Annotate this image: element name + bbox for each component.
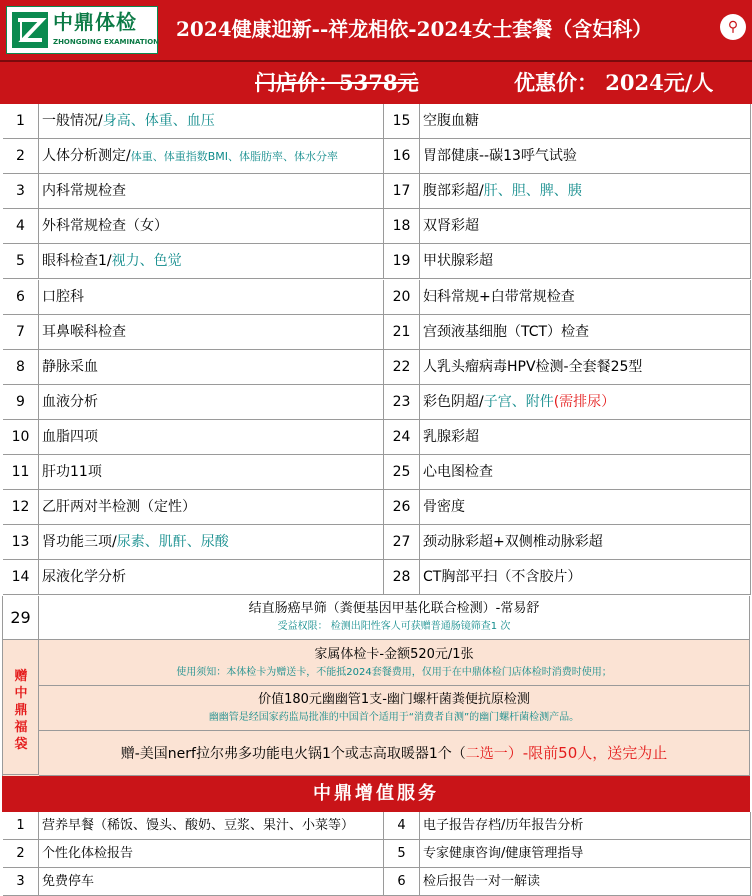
item-detail: 肝、胆、脾、胰 xyxy=(483,183,582,199)
item-name xyxy=(39,139,384,173)
package-title: 2024健康迎新--祥龙相依-2024女士套餐（含妇科） xyxy=(176,17,653,41)
gift-limit-text: ）-限前50人，送完为止 xyxy=(507,744,668,762)
item-number: 6 xyxy=(3,280,39,314)
item-number: 8 xyxy=(3,350,39,384)
item-number: 26 xyxy=(384,490,420,524)
item-label: 尿液化学分析 xyxy=(42,569,126,585)
service-number: 6 xyxy=(384,868,420,895)
item-label: 人乳头瘤病毒HPV检测-全套餐25型 xyxy=(423,359,643,375)
table-row xyxy=(3,139,751,174)
item-name xyxy=(420,455,751,489)
item-detail: 体重、体重指数BMI、体脂肪率、体水分率 xyxy=(130,150,338,163)
service-name: 检后报告一对一解读 xyxy=(420,868,751,895)
item-name xyxy=(420,490,751,524)
logo-english-name: ZHONGDING EXAMINATION xyxy=(53,38,160,46)
item-29-note: 受益权限： 检测出阳性客人可获赠普通肠镜筛查1 次 xyxy=(277,621,511,632)
service-number: 4 xyxy=(384,812,420,839)
table-row xyxy=(3,209,751,244)
table-row xyxy=(3,420,751,455)
item-name xyxy=(420,139,751,173)
header-bar xyxy=(0,0,752,60)
item-name xyxy=(420,420,751,454)
services-header xyxy=(2,776,750,812)
table-row xyxy=(3,525,751,560)
gift-family-card xyxy=(39,640,749,686)
item-label: 肾功能三项/ xyxy=(42,534,117,550)
table-row xyxy=(3,490,751,525)
item-number: 23 xyxy=(384,385,420,419)
item-name xyxy=(39,560,384,594)
item-number: 15 xyxy=(384,104,420,138)
item-number: 12 xyxy=(3,490,39,524)
item-label: 肝功11项 xyxy=(42,464,102,480)
store-price: 门店价：5378元 xyxy=(255,70,419,95)
item-label: 口腔科 xyxy=(42,289,84,305)
item-number: 27 xyxy=(384,525,420,559)
item-label: 胃部健康--碳13呼气试验 xyxy=(423,148,577,164)
item-number: 28 xyxy=(384,560,420,594)
item-name xyxy=(39,525,384,559)
item-name xyxy=(39,280,384,314)
item-number: 9 xyxy=(3,385,39,419)
item-label: 血液分析 xyxy=(42,394,98,410)
service-name: 个性化体检报告 xyxy=(39,840,384,867)
item-label: 一般情况/ xyxy=(42,113,103,129)
item-label: 内科常规检查 xyxy=(42,183,126,199)
item-number: 21 xyxy=(384,315,420,349)
item-number: 5 xyxy=(3,244,39,278)
item-detail: 身高、体重、血压 xyxy=(102,113,215,129)
item-label: 腹部彩超/ xyxy=(423,183,484,199)
item-name xyxy=(39,244,384,278)
item-label: 乙肝两对半检测（定性） xyxy=(42,499,196,515)
discount-price: 优惠价： 2024元/人 xyxy=(514,70,714,95)
service-row xyxy=(3,868,751,896)
table-row xyxy=(3,455,751,490)
link-icon[interactable]: ⚲ xyxy=(720,14,746,40)
table-row xyxy=(3,280,751,315)
item-number: 7 xyxy=(3,315,39,349)
item-name xyxy=(39,420,384,454)
item-number: 3 xyxy=(3,174,39,208)
service-number: 5 xyxy=(384,840,420,867)
service-number: 3 xyxy=(3,868,39,895)
item-number: 11 xyxy=(3,455,39,489)
service-name: 营养早餐（稀饭、馒头、酸奶、豆浆、果汁、小菜等） xyxy=(39,812,384,839)
service-number: 2 xyxy=(3,840,39,867)
item-number: 10 xyxy=(3,420,39,454)
item-name xyxy=(420,560,751,594)
price-bar xyxy=(0,60,752,104)
item-label: 外科常规检查（女） xyxy=(42,218,168,234)
service-row xyxy=(3,840,751,868)
item-number: 14 xyxy=(3,560,39,594)
service-row xyxy=(3,812,751,840)
item-number: 13 xyxy=(3,525,39,559)
item-name xyxy=(39,315,384,349)
table-row xyxy=(3,560,751,595)
zhongding-logo-icon xyxy=(11,11,49,49)
item-name xyxy=(39,455,384,489)
item-number: 19 xyxy=(384,244,420,278)
item-name xyxy=(39,209,384,243)
item-name xyxy=(420,525,751,559)
table-row xyxy=(3,315,751,350)
item-name xyxy=(420,350,751,384)
item-name xyxy=(420,244,751,278)
item-label: 骨密度 xyxy=(423,499,465,515)
item-number: 20 xyxy=(384,280,420,314)
item-label: CT胸部平扫（不含胶片） xyxy=(423,569,582,585)
table-row xyxy=(3,385,751,420)
gift-appliance xyxy=(39,731,749,776)
gift-title: 家属体检卡-金额520元/1张 xyxy=(314,647,474,662)
item-number: 2 xyxy=(3,139,39,173)
table-row xyxy=(3,350,751,385)
item-name xyxy=(39,350,384,384)
item-number: 16 xyxy=(384,139,420,173)
logo-chinese-name: 中鼎体检 xyxy=(53,10,137,34)
gift-note: 使用须知：本体检卡为赠送卡，不能抵2024套餐费用，仅用于在中鼎体检门店体检时消费时使用； xyxy=(176,667,612,678)
item-number: 24 xyxy=(384,420,420,454)
item-label: 颈动脉彩超+双侧椎动脉彩超 xyxy=(423,534,603,550)
item-label: 人体分析测定/ xyxy=(42,148,131,164)
item-29-row xyxy=(2,596,750,640)
item-detail: 子宫、附件 xyxy=(483,394,554,410)
table-row xyxy=(3,244,751,279)
gift-section xyxy=(2,640,750,776)
item-label: 心电图检查 xyxy=(423,464,493,480)
item-label: 空腹血糖 xyxy=(423,113,479,129)
item-name xyxy=(420,280,751,314)
item-label: 血脂四项 xyxy=(42,429,98,445)
logo xyxy=(6,6,158,54)
item-label: 耳鼻喉科检查 xyxy=(42,324,126,340)
service-name: 专家健康咨询/健康管理指导 xyxy=(420,840,751,867)
gift-appliance-text: 赠-美国nerf拉尔弗多功能电火锅1个或志高取暖器1个（ xyxy=(120,746,466,762)
item-detail: 视力、色觉 xyxy=(111,253,182,269)
item-number: 18 xyxy=(384,209,420,243)
item-name xyxy=(39,174,384,208)
service-number: 1 xyxy=(3,812,39,839)
item-label: 妇科常规+白带常规检查 xyxy=(423,289,575,305)
gift-title: 价值180元幽幽管1支-幽门螺杆菌粪便抗原检测 xyxy=(258,692,530,707)
service-name: 免费停车 xyxy=(39,868,384,895)
item-29-text: 结直肠癌早筛（粪便基因甲基化联合检测）-常易舒 xyxy=(248,601,540,616)
item-label: 彩色阴超/ xyxy=(423,394,484,410)
item-label: 眼科检查1/ xyxy=(42,253,112,269)
item-label: 静脉采血 xyxy=(42,359,98,375)
gift-choice-text: 二选一 xyxy=(465,746,508,762)
item-name xyxy=(420,174,751,208)
item-number: 4 xyxy=(3,209,39,243)
service-name: 电子报告存档/历年报告分析 xyxy=(420,812,751,839)
item-label: 双肾彩超 xyxy=(423,218,479,234)
item-number: 1 xyxy=(3,104,39,138)
item-name xyxy=(420,315,751,349)
table-row xyxy=(3,104,751,139)
item-name xyxy=(420,385,751,419)
item-detail: 尿素、肌酐、尿酸 xyxy=(116,534,229,550)
item-label: 乳腺彩超 xyxy=(423,429,479,445)
item-number: 22 xyxy=(384,350,420,384)
gift-hp-test xyxy=(39,686,749,731)
gift-bag-label: 赠中鼎福袋 xyxy=(3,640,39,775)
item-number: 17 xyxy=(384,174,420,208)
item-name xyxy=(420,104,751,138)
item-label: 甲状腺彩超 xyxy=(423,253,493,269)
item-note: (需排尿） xyxy=(553,394,616,410)
item-name xyxy=(39,490,384,524)
item-name xyxy=(420,209,751,243)
item-number: 25 xyxy=(384,455,420,489)
gift-note: 幽幽管是经国家药监局批准的中国首个适用于“消费者自测”的幽门螺杆菌检测产品。 xyxy=(208,712,580,723)
item-label: 宫颈液基细胞（TCT）检查 xyxy=(423,324,590,340)
item-name xyxy=(39,104,384,138)
item-name xyxy=(39,385,384,419)
services-title: 中鼎增值服务 xyxy=(313,783,439,804)
table-row xyxy=(3,174,751,209)
item-number: 29 xyxy=(3,596,39,639)
